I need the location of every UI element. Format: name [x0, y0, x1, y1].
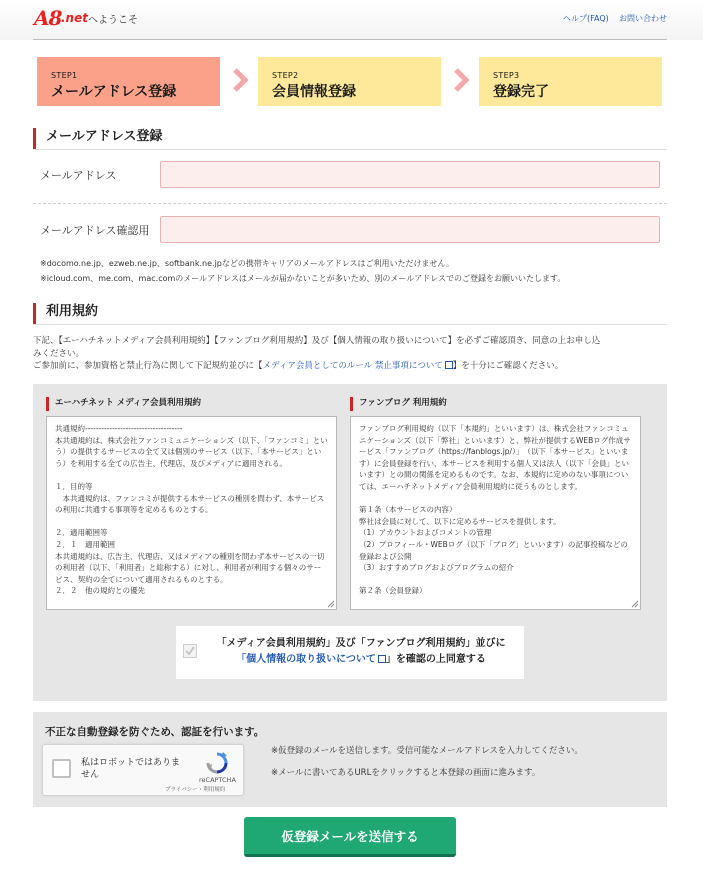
agree-checkbox-container[interactable] [176, 626, 524, 679]
email-section-title: メールアドレス登録 [33, 128, 162, 150]
recaptcha-privacy-link[interactable]: プライバシー・利用規約 [165, 787, 226, 793]
terms-intro-line3 [33, 360, 673, 373]
terms-intro [33, 335, 673, 373]
agree-label-line1: 「メディア会員利用規約」及び「ファンブログ利用規約」並びに [216, 638, 506, 649]
email-label: メールアドレス [40, 169, 117, 182]
step-3-complete [479, 57, 662, 106]
step-arrow-icon [226, 66, 254, 94]
agree-label-line2 [206, 652, 516, 668]
privacy-policy-link[interactable] [236, 654, 386, 665]
fanblog-terms-textarea[interactable]: ファンブログ利用規約（以下「本規約」といいます）は、株式会社ファンコミュニケーションズ（以下「弊社」といいます）と、弊社が提供するWEBログ作成サービス「ファンブログ（https://fanblogs.jp/）」 （以下「本サービス」といいます）に会員登録を行い、本サービスを利用する個人又は法人（以下「会員」といいます）との間の関係を定めるものです。なお、本規約に定めのない事項については、エーハチネットメディア会員利用規約に従うものとします。 第１条（本サービスの内容） 弊社は会員に対して、以下に定めるサービスを提供します。 （1）アカウントおよびコメントの管理 （2）プロフィール・WEBログ（以下「ブログ」といいます）の記事投稿などの登録および公開 （3）おすすめブログおよびプログラムの紹介 第２条（会員登録） [350, 416, 641, 610]
step-1-label: メールアドレス登録 [51, 84, 177, 100]
terms-intro-line2: みください。 [33, 348, 85, 359]
step-2-member-info [258, 57, 441, 106]
agree-label-line2-post: 」を確認の上同意する [385, 653, 486, 665]
step-2-label: 会員情報登録 [272, 84, 356, 100]
recaptcha-logo-icon [205, 751, 229, 775]
page-header [0, 0, 703, 40]
resize-handle-icon[interactable] [631, 600, 639, 608]
header-divider [33, 39, 667, 40]
fanblog-terms-title: ファンブログ 利用規約 [350, 397, 447, 411]
logo-net-text: .net [61, 11, 88, 25]
step-3-number: STEP3 [493, 71, 520, 80]
form-divider [33, 203, 667, 204]
step-3-label: 登録完了 [493, 84, 549, 100]
recaptcha-brand: reCAPTCHA [199, 776, 236, 784]
terms-intro-line3-pre: ご参加前に、参加資格と禁止行為に関して下記規約並びに【 [33, 361, 263, 371]
recaptcha-label: 私はロボットではありません [81, 758, 181, 780]
media-terms-title: エーハチネット メディア会員利用規約 [46, 397, 201, 411]
welcome-text: へようこそ [88, 15, 138, 26]
step-1-number: STEP1 [51, 71, 78, 80]
recaptcha-checkbox[interactable] [52, 759, 71, 778]
contact-link[interactable]: お問い合わせ [619, 14, 667, 23]
media-terms-textarea[interactable]: 共通規約------------------------------------ 本共通規約は、株式会社ファンコミュニケーションズ（以下、「ファンコミ」という）の提供するサービスの全て又は個別のサービス（以下、「本サービス」という）を利用する全ての広告主、代理店、及びメディアに適用される。 １．目的等 本共通規約は、ファンコミが提供する本サービスの種別を問わず、本サービスの利用に共通する事項等を定めるものとする。 ２．適用範囲等 ２．１ 適用範囲 本共通規約は、広告主、代理店、又はメディアの種別を問わず本サービスの一切の利用者（以下、「利用者」と総称する）に対し、利用者が利用する個々のサービス、契約の全てについて適用されるものとする。 ２．２ 他の規約との優先 [46, 416, 337, 610]
resize-handle-icon[interactable] [327, 600, 335, 608]
captcha-note-1: ※仮登録のメールを送信します。受信可能なメールアドレスを入力してください。 [271, 746, 583, 756]
step-2-number: STEP2 [272, 71, 299, 80]
external-link-icon [378, 655, 386, 663]
step-arrow-icon [447, 66, 475, 94]
recaptcha-widget [42, 744, 244, 796]
external-link-icon [445, 361, 453, 369]
step-1-email-registration [37, 57, 220, 106]
section-divider [33, 324, 667, 325]
email-confirm-label: メールアドレス確認用 [40, 224, 150, 237]
help-faq-link[interactable]: ヘルプ(FAQ) [563, 14, 609, 23]
send-provisional-email-button[interactable]: 仮登録メールを送信する [244, 817, 456, 857]
carrier-email-note: ※docomo.ne.jp、ezweb.ne.jp、softbank.ne.jpなどの携帯キャリアのメールアドレスはご利用いただけません。 [40, 259, 454, 268]
terms-intro-line1: 下記、【エーハチネットメディア会員利用規約】【ファンブログ利用規約】及び【個人情報の取り扱いについて】を必ずご確認頂き、同意の上お申し込 [33, 336, 601, 346]
privacy-policy-link-text: 「個人情報の取り扱いについて [236, 653, 376, 665]
email-input[interactable] [160, 161, 660, 188]
email-confirm-input[interactable] [160, 216, 660, 243]
agree-label[interactable] [206, 636, 516, 667]
captcha-title: 不正な自動登録を防ぐため、認証を行います。 [45, 726, 265, 738]
captcha-note-2: ※メールに書いてあるURLをクリックすると本登録の画面に進みます。 [271, 768, 541, 778]
media-rules-link-text: メディア会員としてのルール 禁止事項について [262, 361, 443, 371]
terms-section-title: 利用規約 [33, 303, 98, 325]
logo-a8-text: A8 [34, 6, 62, 30]
media-rules-link[interactable] [263, 361, 453, 371]
icloud-email-note: ※icloud.com、me.com、mac.comのメールアドレスはメールが届かないことが多いため、別のメールアドレスでのご登録をお願いいたします。 [40, 274, 566, 283]
section-divider [33, 149, 667, 150]
agree-checkbox[interactable] [183, 644, 197, 658]
terms-intro-line3-post: 】を十分にご確認ください。 [452, 361, 564, 371]
